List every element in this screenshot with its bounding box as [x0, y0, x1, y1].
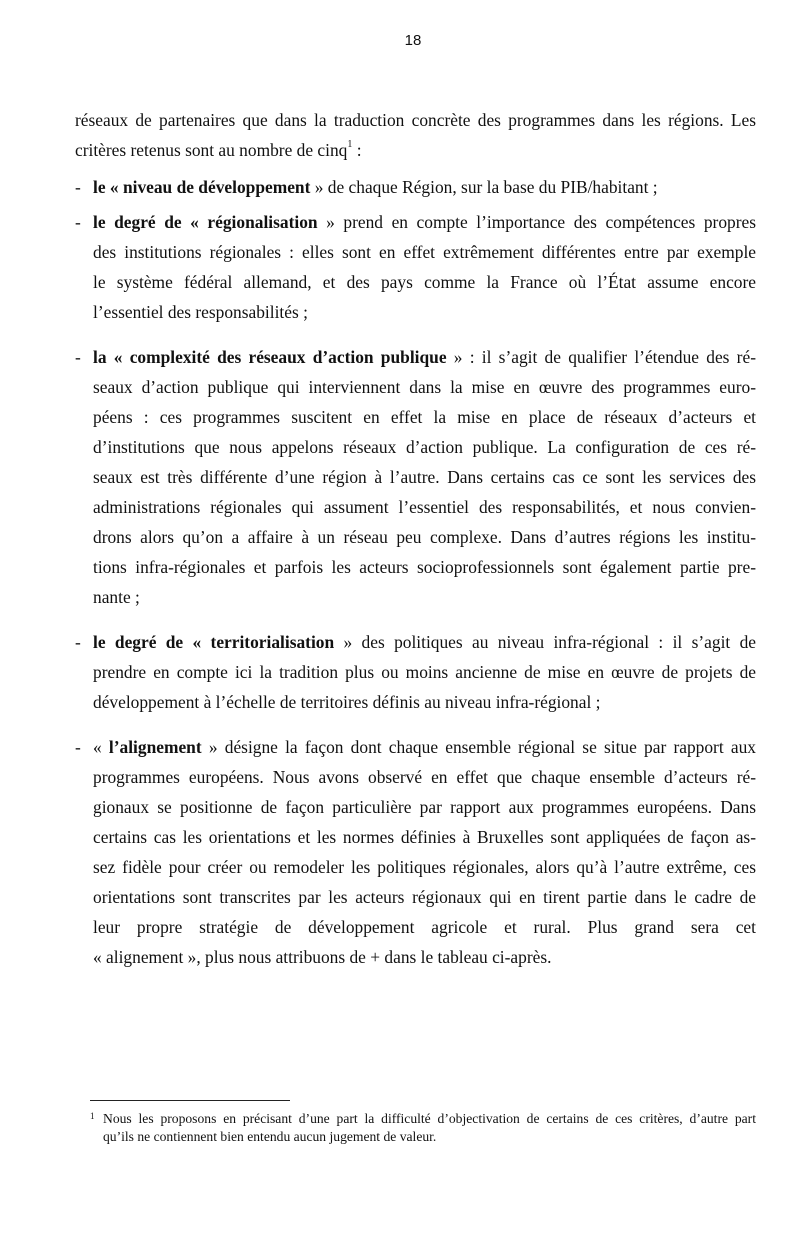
text-segment: drons alors qu’on a affaire à un réseau peu complexe. Dans d’autres régions les institu- — [93, 527, 756, 547]
text-segment: administrations régionales qui assument l’essentiel des responsabilités, et nous convien- — [93, 497, 756, 517]
text-line — [93, 462, 756, 492]
text-segment: nante ; — [93, 587, 140, 607]
text-segment: gionaux se positionne de façon particulière par rapport aux programmes européens. Dans — [93, 797, 756, 817]
list-item — [75, 172, 756, 202]
text-line — [93, 822, 756, 852]
text-segment: sez fidèle pour créer ou remodeler les politiques régionales, alors qu’à l’autre extrême, ces — [93, 857, 756, 877]
text-segment: développement à l’échelle de territoires définis au niveau infra-régional ; — [93, 692, 601, 712]
list-item — [75, 732, 756, 972]
text-segment: orientations sont transcrites par les acteurs régionaux qui en tirent partie dans le cadre de — [93, 887, 756, 907]
bullet-dash: - — [75, 347, 81, 367]
text-line — [93, 852, 756, 882]
text-line — [93, 402, 756, 432]
text-segment: réseaux de partenaires que dans la traduction concrète des programmes dans les régions. Les — [75, 110, 756, 130]
text-line — [93, 912, 756, 942]
bold-term: l’alignement — [108, 737, 202, 757]
list-item — [75, 342, 756, 612]
text-line — [93, 552, 756, 582]
criteria-list — [75, 172, 756, 972]
bullet-dash: - — [75, 212, 81, 232]
body-text — [75, 105, 756, 972]
text-segment: » prend en compte l’importance des compétences propres — [317, 212, 756, 232]
text-segment: l’essentiel des responsabilités ; — [93, 302, 308, 322]
text-segment: critères retenus sont au nombre de cinq — [75, 140, 348, 160]
text-line — [93, 657, 756, 687]
text-line — [93, 207, 756, 237]
text-segment: certains cas les orientations et les normes définies à Bruxelles sont appliquées de façon as- — [93, 827, 756, 847]
footnote-reference: 1 — [347, 139, 353, 150]
text-line — [93, 172, 756, 202]
text-line — [93, 942, 756, 972]
text-line — [75, 135, 756, 165]
list-item — [75, 627, 756, 717]
text-segment: péens : ces programmes suscitent en effet la mise en place de réseaux d’acteurs et — [93, 407, 756, 427]
text-segment: seaux est très différente d’une région à l’autre. Dans certains cas ce sont les services des — [93, 467, 756, 487]
bold-term: le degré de « territorialisation — [93, 632, 335, 652]
text-line — [93, 342, 756, 372]
text-segment: seaux d’action publique qui interviennent dans la mise en œuvre des programmes euro- — [93, 377, 756, 397]
text-line — [93, 372, 756, 402]
footnote — [90, 1110, 756, 1146]
text-line — [93, 297, 756, 327]
text-line — [93, 762, 756, 792]
bold-term: la « complexité des réseaux d’action publique — [93, 347, 447, 367]
footnote-mark: 1 — [90, 1111, 95, 1121]
text-line — [93, 237, 756, 267]
footnote-line: qu’ils ne contiennent bien entendu aucun jugement de valeur. — [103, 1129, 437, 1144]
footnote-separator — [90, 1100, 290, 1101]
text-line — [93, 687, 756, 717]
bold-term: le « niveau de développement — [93, 177, 311, 197]
text-segment: « — [93, 737, 109, 757]
text-segment: programmes européens. Nous avons observé en effet que chaque ensemble d’acteurs ré- — [93, 767, 756, 787]
intro-paragraph — [75, 105, 756, 165]
text-segment: tions infra-régionales et parfois les acteurs socioprofessionnels sont également partie pre- — [93, 557, 756, 577]
text-segment: » des politiques au niveau infra-régional : il s’agit de — [334, 632, 756, 652]
text-line — [93, 492, 756, 522]
text-line — [93, 627, 756, 657]
text-line — [93, 882, 756, 912]
text-line — [93, 732, 756, 762]
text-line — [93, 792, 756, 822]
text-segment: » désigne la façon dont chaque ensemble régional se situe par rapport aux — [201, 737, 756, 757]
text-segment: » de chaque Région, sur la base du PIB/habitant ; — [310, 177, 658, 197]
text-line — [93, 522, 756, 552]
text-segment: : — [352, 140, 362, 160]
text-segment: des institutions régionales : elles sont en effet extrêmement différentes entre par exemple — [93, 242, 756, 262]
text-segment: prendre en compte ici la tradition plus ou moins ancienne de mise en œuvre de projets de — [93, 662, 756, 682]
text-segment: d’institutions que nous appelons réseaux d’action publique. La configuration de ces ré- — [93, 437, 756, 457]
footnote-line: Nous les proposons en précisant d’une part la difficulté d’objectivation de certains de ces critères, d’autre part — [103, 1111, 756, 1126]
text-segment: » : il s’agit de qualifier l’étendue des ré- — [446, 347, 756, 367]
text-segment: « alignement », plus nous attribuons de + dans le tableau ci-après. — [93, 947, 552, 967]
text-line — [93, 267, 756, 297]
list-item — [75, 207, 756, 327]
bold-term: le degré de « régionalisation — [93, 212, 318, 232]
text-line — [75, 105, 756, 135]
bullet-dash: - — [75, 177, 81, 197]
text-segment: leur propre stratégie de développement agricole et rural. Plus grand sera cet — [93, 917, 756, 937]
text-segment: le système fédéral allemand, et des pays comme la France où l’État assume encore — [93, 272, 756, 292]
text-line — [93, 432, 756, 462]
page-number: 18 — [404, 32, 422, 49]
bullet-dash: - — [75, 737, 81, 757]
bullet-dash: - — [75, 632, 81, 652]
text-line — [93, 582, 756, 612]
